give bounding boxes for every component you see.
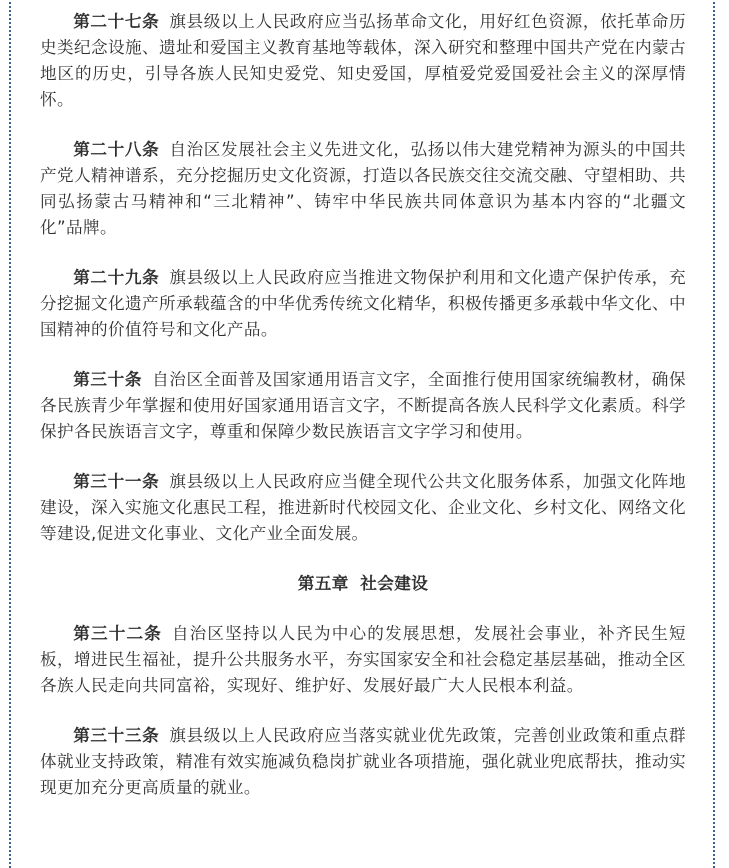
article-28: [40, 137, 686, 241]
article-text: 自治区全面普及国家通用语言文字，全面推行使用国家统编教材，确保各民族青少年掌握和使用好国家通用语言文字，不断提高各族人民科学文化素质。科学保护各民族语言文字，尊重和保障少数民族语言文字学习和使用。: [40, 370, 686, 441]
document-body: [40, 9, 686, 801]
article-text: 自治区坚持以人民为中心的发展思想，发展社会事业，补齐民生短板，增进民生福祉，提升公共服务水平，夯实国家安全和社会稳定基层基础，推动全区各族人民走向共同富裕，实现好、维护好、发展好最广大人民根本利益。: [40, 624, 687, 695]
article-text: 旗县级以上人民政府应当推进文物保护利用和文化遗产保护传承，充分挖掘文化遗产所承载蕴含的中华优秀传统文化精华，积极传播更多承载中华文化、中国精神的价值符号和文化产品。: [40, 268, 687, 339]
article-number: 第二十九条: [73, 268, 160, 287]
chapter-heading: [40, 571, 686, 597]
article-number: 第二十七条: [73, 12, 160, 31]
article-number: 第三十三条: [73, 726, 160, 745]
article-text: 旗县级以上人民政府应当弘扬革命文化，用好红色资源，依托革命历史类纪念设施、遗址和爱国主义教育基地等载体，深入研究和整理中国共产党在内蒙古地区的历史，引导各族人民知史爱党、知史爱国，厚植爱党爱国爱社会主义的深厚情怀。: [40, 12, 687, 109]
article-number: 第三十二条: [73, 624, 162, 643]
article-29: [40, 265, 686, 343]
article-32: [40, 621, 686, 699]
article-31: [40, 469, 686, 547]
article-number: 第三十一条: [73, 472, 160, 491]
article-number: 第三十条: [73, 370, 143, 389]
article-text: 自治区发展社会主义先进文化，弘扬以伟大建党精神为源头的中国共产党人精神谱系，充分挖掘历史文化资源，打造以各民族交往交流交融、守望相助、共同弘扬蒙古马精神和“三北精神”、铸牢中华民族共同体意识为基本内容的“北疆文化”品牌。: [40, 140, 687, 237]
article-27: [40, 9, 686, 113]
article-text: 旗县级以上人民政府应当健全现代公共文化服务体系，加强文化阵地建设，深入实施文化惠民工程，推进新时代校园文化、企业文化、乡村文化、网络文化等建设,促进文化事业、文化产业全面发展。: [40, 472, 687, 543]
article-33: [40, 723, 686, 801]
article-30: [40, 367, 686, 445]
article-number: 第二十八条: [73, 140, 160, 159]
chapter-number: 第五章: [297, 574, 349, 593]
article-text: 旗县级以上人民政府应当落实就业优先政策，完善创业政策和重点群体就业支持政策，精准有效实施减负稳岗扩就业各项措施，强化就业兜底帮扶，推动实现更加充分更高质量的就业。: [40, 726, 687, 797]
chapter-title: 社会建设: [360, 574, 429, 593]
